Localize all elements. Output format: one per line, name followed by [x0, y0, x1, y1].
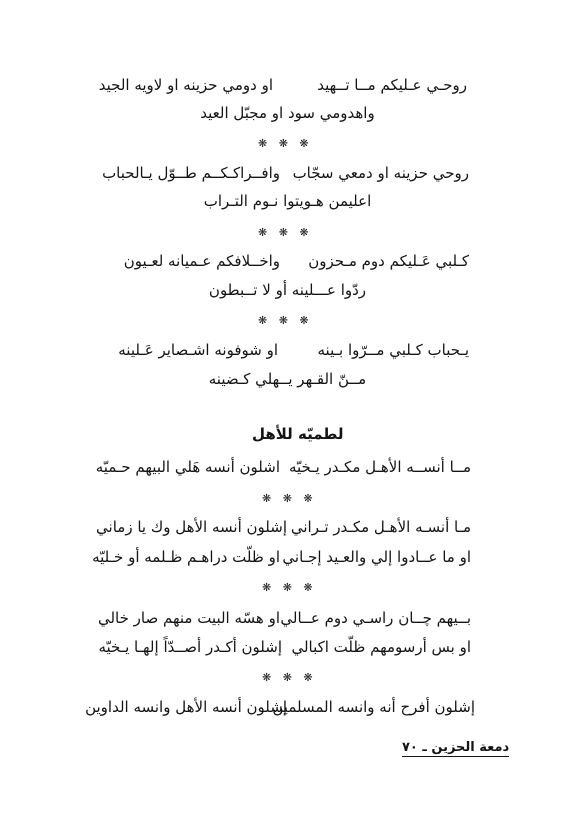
section-title: لطميّه للأهل: [252, 425, 344, 443]
verse-right: يـحباب كـلبي مــرّوا بـينه: [317, 341, 469, 359]
verse-left: اشلون أنسه هَلي البيهم حـميّه: [95, 458, 280, 476]
separator-stars: ❋ ❋ ❋: [262, 671, 317, 684]
verse-center: اعليمن هـويتوا نـوم التـراب: [203, 192, 372, 210]
footer-dash: ـ: [422, 740, 427, 755]
verse-center: واهدومي سود او مجبّل العيد: [200, 104, 375, 122]
separator-stars: ❋ ❋ ❋: [258, 226, 313, 239]
verse-left: او ظلّت دراهـم ظـلمه أو خـليّه: [92, 548, 280, 566]
verse-right: او ما عــادوا إلي والعـيد إجـاني: [282, 548, 471, 566]
verse-right: او بس أرسومهم ظلّت اكبالي: [291, 638, 471, 656]
verse-left: واخــلافكم عـميانه لعـيون: [123, 252, 280, 270]
page-footer: [402, 740, 509, 757]
verse-left: او دومي حزينه او لاويه الجيد: [98, 76, 273, 94]
separator-stars: ❋ ❋ ❋: [262, 492, 317, 505]
verse-right: بــيهم چــان راسـي دوم عــالي: [280, 609, 471, 627]
verse-center: مــنّ القـهر يــهلي كـضينه: [208, 370, 367, 388]
verse-left: او شوفونه اشـصاير عَـلينه: [118, 341, 278, 359]
verse-left: إشلون أنسه الأهل وانسه الداوين: [85, 698, 287, 716]
verse-left: إشلون أكـدر أصــدّاً إلهـا يـخيّه: [98, 638, 282, 656]
verse-right: روحـي عـليكم مــا تــهيد: [317, 76, 467, 94]
verse-left: او هسّه البيت منهم صار خالي: [97, 609, 280, 627]
separator-stars: ❋ ❋ ❋: [258, 137, 313, 150]
page-number: ٧٠: [402, 740, 418, 755]
verse-center: ردّوا عـــلينه أو لا تــبطون: [208, 281, 367, 299]
verse-right: مـا أنسـه الأهـل مكـدر تـراني: [290, 518, 471, 536]
separator-stars: ❋ ❋ ❋: [258, 314, 313, 327]
verse-left: وافــراكـكــم طــوّل يـالحباب: [102, 164, 280, 182]
verse-right: روحي حزينه او دمعي سجّاب: [292, 164, 469, 182]
verse-right: مــا أنســه الأهـل مكـدر يـخيّه: [288, 458, 471, 476]
separator-stars: ❋ ❋ ❋: [262, 581, 317, 594]
verse-right: كـلبي عَـليكم دوم مـحزون: [308, 252, 469, 270]
verse-left: إشلون أنسه الأهل وك يا زماني: [96, 518, 287, 536]
book-title: دمعة الحزين: [431, 740, 510, 755]
verse-right: إشلون أفرح أنه وانسه المسلمين: [272, 698, 475, 716]
